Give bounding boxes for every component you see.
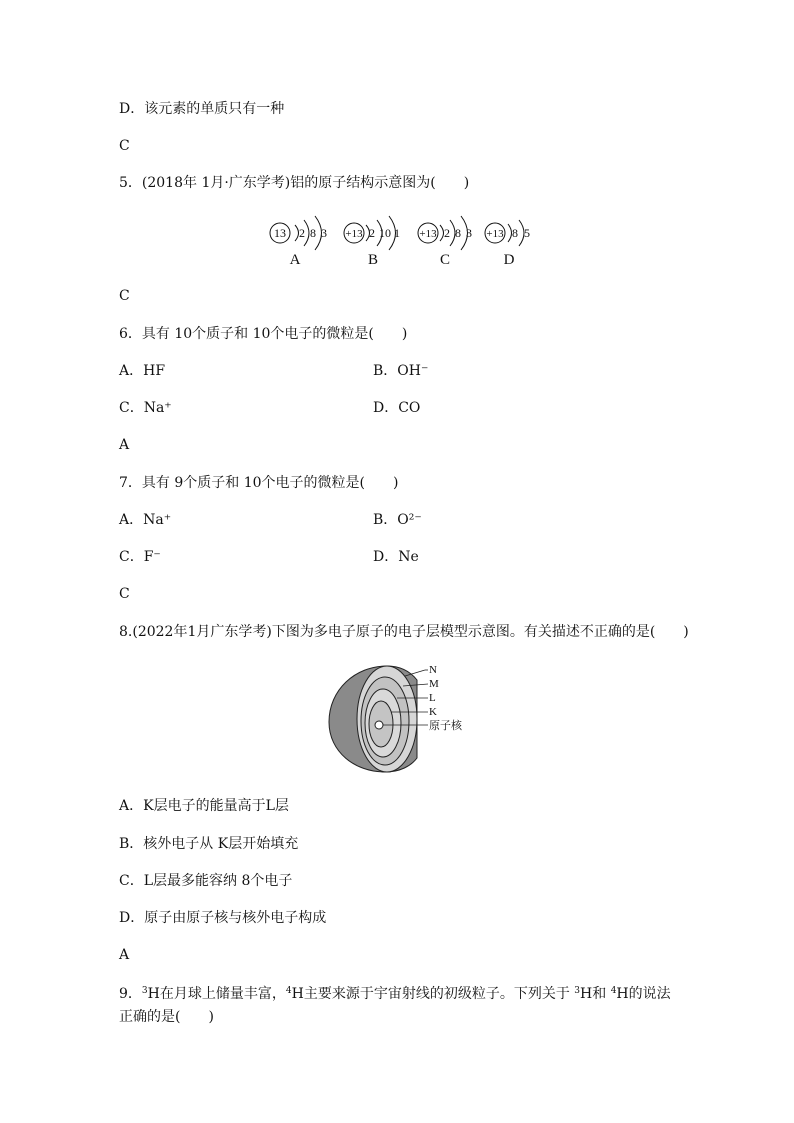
diagram-a-label: A <box>289 252 301 268</box>
diagram-d-shell-1: 8 <box>512 226 518 240</box>
nucleus-label: 原子核 <box>429 720 462 732</box>
diagram-c-shell-1: 2 <box>444 226 450 240</box>
q5-atomic-structure-diagrams <box>262 212 538 270</box>
diagram-a-shell-1: 2 <box>299 226 305 240</box>
q8-electron-shell-model-figure <box>325 660 475 775</box>
q7-option-d: D．Ne <box>373 549 419 565</box>
q8-option-d: D．原子由原子核与核外电子构成 <box>119 910 327 926</box>
q5-answer: C <box>119 288 130 304</box>
diagram-d-label: D <box>503 252 515 268</box>
diagram-a-shell-2: 8 <box>310 226 316 240</box>
diagram-a-shell-3: 3 <box>321 226 327 240</box>
atomic-structure-svg <box>262 212 538 270</box>
diagram-d-shell-2: 5 <box>524 226 530 240</box>
q8-option-a: A．K层电子的能量高于L层 <box>119 798 289 814</box>
shell-label-m: M <box>429 678 439 690</box>
q8-option-b: B．核外电子从 K层开始填充 <box>119 836 299 852</box>
q9-stem-line-2: 正确的是( ) <box>119 1009 214 1025</box>
shell-label-l: L <box>429 692 436 704</box>
q6-stem: 6．具有 10个质子和 10个电子的微粒是( ) <box>119 326 408 342</box>
q9-stem-line-1: 9．$^3$H在月球上储量丰富，$^4$H主要来源于宇宙射线的初级粒子。下列关于 $^3$H和 $^4$H的说法 <box>119 986 671 1002</box>
diagram-b-shell-1: 2 <box>369 226 375 240</box>
shell-label-n: N <box>429 664 437 676</box>
diagram-c-shell-2: 8 <box>455 226 461 240</box>
q6-option-b: B．OH⁻ <box>373 363 429 379</box>
q6-option-c: C．Na⁺ <box>119 400 172 416</box>
diagram-a-nucleus: 13 <box>274 226 286 240</box>
diagram-d-nucleus: +13 <box>486 228 504 240</box>
q6-option-a: A．HF <box>119 363 166 379</box>
q6-option-d: D．CO <box>373 400 421 416</box>
q6-answer: A <box>119 437 130 453</box>
shell-label-k: K <box>429 706 437 718</box>
electron-shell-svg <box>325 660 475 775</box>
q7-option-a: A．Na⁺ <box>119 512 172 528</box>
q7-stem: 7．具有 9个质子和 10个电子的微粒是( ) <box>119 475 399 491</box>
diagram-b-shell-2: 10 <box>379 226 391 240</box>
q5-stem: 5．(2018年 1月·广东学考)铝的原子结构示意图为( ) <box>119 175 470 191</box>
q8-answer: A <box>119 947 130 963</box>
diagram-c-shell-3: 3 <box>466 226 472 240</box>
diagram-c <box>418 216 472 268</box>
q4-answer: C <box>119 138 130 154</box>
diagram-a <box>270 216 327 268</box>
diagram-d <box>485 220 530 268</box>
diagram-b <box>344 216 400 268</box>
diagram-c-nucleus: +13 <box>419 228 437 240</box>
q8-option-c: C．L层最多能容纳 8个电子 <box>119 873 293 889</box>
diagram-b-label: B <box>367 252 379 268</box>
diagram-b-shell-3: 1 <box>394 226 400 240</box>
q7-answer: C <box>119 586 130 602</box>
q8-stem: 8.(2022年1月广东学考)下图为多电子原子的电子层模型示意图。有关描述不正确的是( ) <box>119 624 689 640</box>
diagram-c-label: C <box>439 252 451 268</box>
diagram-b-nucleus: +13 <box>345 228 363 240</box>
q7-option-b: B．O²⁻ <box>373 512 422 528</box>
q4-option-d: D．该元素的单质只有一种 <box>119 101 285 117</box>
q7-option-c: C．F⁻ <box>119 549 161 565</box>
